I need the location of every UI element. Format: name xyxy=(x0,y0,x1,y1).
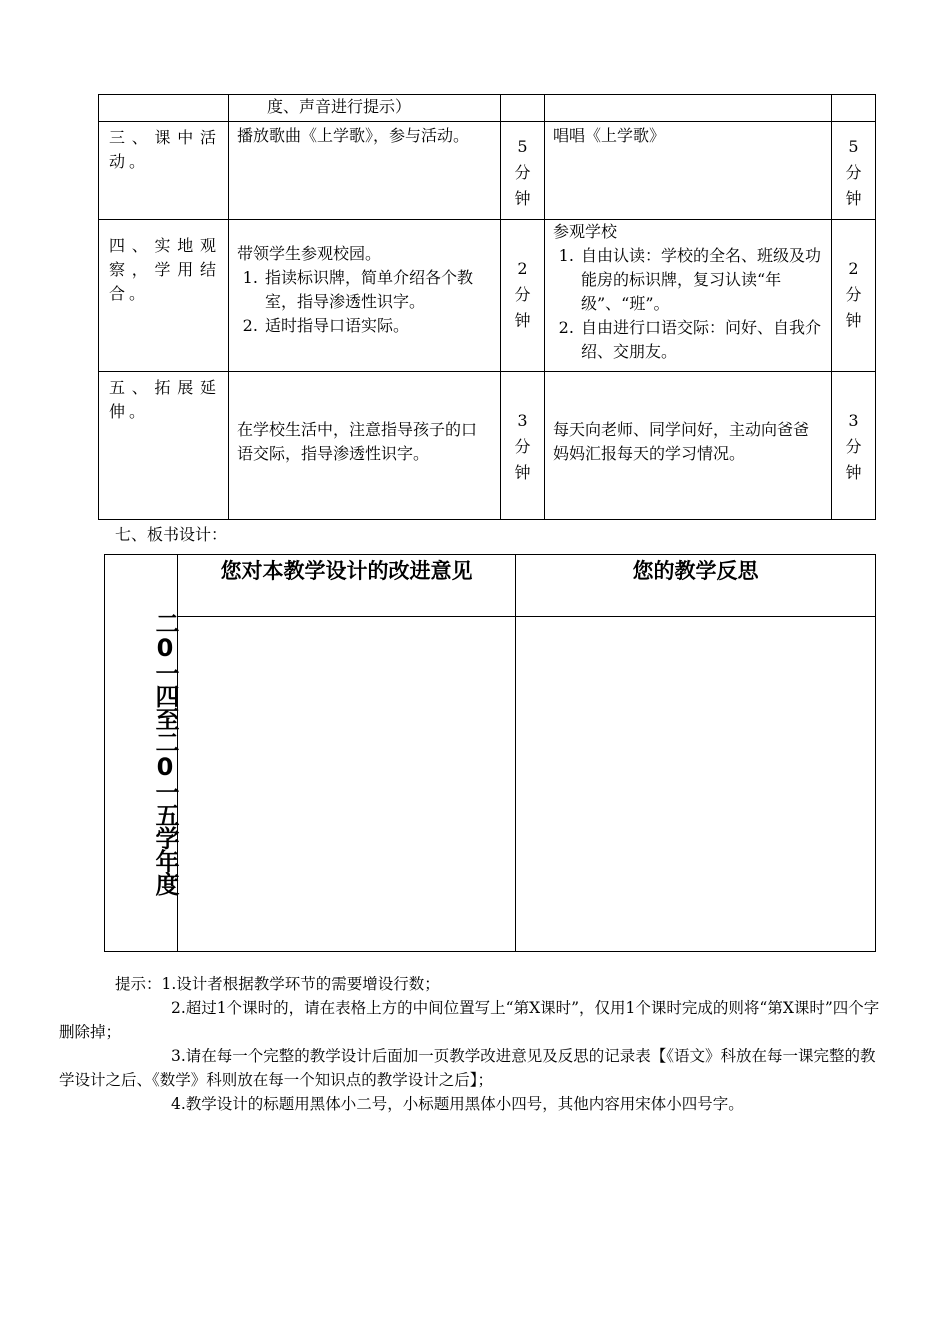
teacher-activity-cell: 在学校生活中，注意指导孩子的口语交际，指导渗透性识字。 xyxy=(229,372,501,520)
student-time-cell xyxy=(832,95,876,122)
teacher-time-cell xyxy=(501,95,545,122)
stage-cell: 五、拓展延伸。 xyxy=(99,372,229,520)
table-row xyxy=(99,220,876,372)
reflection-header: 您的教学反思 xyxy=(516,555,876,617)
note-item: 提示：1.设计者根据教学环节的需要增设行数； xyxy=(115,975,440,993)
teacher-activity-cell: 带领学生参观校园。 1. 指读标识牌，简单介绍各个教室，指导渗透性识字。 2. 适时指导口语实际。 xyxy=(229,220,501,372)
school-year-label: 二0一四至二0一五学年度 xyxy=(105,555,178,952)
stage-cell xyxy=(99,95,229,122)
teacher-time-cell: 2 分 钟 xyxy=(501,220,545,372)
teacher-time-cell: 3 分 钟 xyxy=(501,372,545,520)
stage-cell: 三、课中活动。 xyxy=(99,122,229,220)
list-item: 2. 适时指导口语实际。 xyxy=(263,314,492,338)
student-time-cell: 2 分 钟 xyxy=(832,220,876,372)
list-item: 1. 自由认读：学校的全名、班级及功能房的标识牌，复习认读“年级”、“班”。 xyxy=(579,244,823,316)
student-activity-cell: 参观学校 1. 自由认读：学校的全名、班级及功能房的标识牌，复习认读“年级”、“班”。 2. 自由进行口语交际：问好、自我介绍、交朋友。 xyxy=(545,220,832,372)
note-item: 4.教学设计的标题用黑体小二号，小标题用黑体小四号，其他内容用宋体小四号字。 xyxy=(171,1095,744,1113)
note-item: 2.超过1个课时的，请在表格上方的中间位置写上“第X课时”，仅用1个课时完成的则将“第X课时”四个字删除掉； xyxy=(59,999,880,1041)
teacher-time-cell: 5 分 钟 xyxy=(501,122,545,220)
improvement-input-area[interactable] xyxy=(178,617,516,952)
teacher-activity-cell: 度、声音进行提示） xyxy=(229,95,501,122)
improvement-header: 您对本教学设计的改进意见 xyxy=(178,555,516,617)
reflection-table xyxy=(104,554,876,952)
table-row xyxy=(99,95,876,122)
table-row xyxy=(99,372,876,520)
student-activity-cell: 唱唱《上学歌》 xyxy=(545,122,832,220)
student-time-cell: 3 分 钟 xyxy=(832,372,876,520)
table-row xyxy=(99,122,876,220)
notes-section xyxy=(59,972,885,1116)
student-activity-cell xyxy=(545,95,832,122)
teacher-activity-cell: 播放歌曲《上学歌》，参与活动。 xyxy=(229,122,501,220)
note-item: 3.请在每一个完整的教学设计后面加一页教学改进意见及反思的记录表【《语文》科放在每一课完整的教学设计之后、《数学》科则放在每一个知识点的教学设计之后】； xyxy=(59,1047,876,1089)
reflection-input-area[interactable] xyxy=(516,617,876,952)
student-activity-cell: 每天向老师、同学问好，主动向爸爸妈妈汇报每天的学习情况。 xyxy=(545,372,832,520)
stage-cell: 四、实地观察，学用结合。 xyxy=(99,220,229,372)
lesson-plan-table xyxy=(98,94,876,520)
list-item: 1. 指读标识牌，简单介绍各个教室，指导渗透性识字。 xyxy=(263,266,492,314)
student-time-cell: 5 分 钟 xyxy=(832,122,876,220)
list-item: 2. 自由进行口语交际：问好、自我介绍、交朋友。 xyxy=(579,316,823,364)
board-design-heading: 七、板书设计： xyxy=(115,525,228,544)
